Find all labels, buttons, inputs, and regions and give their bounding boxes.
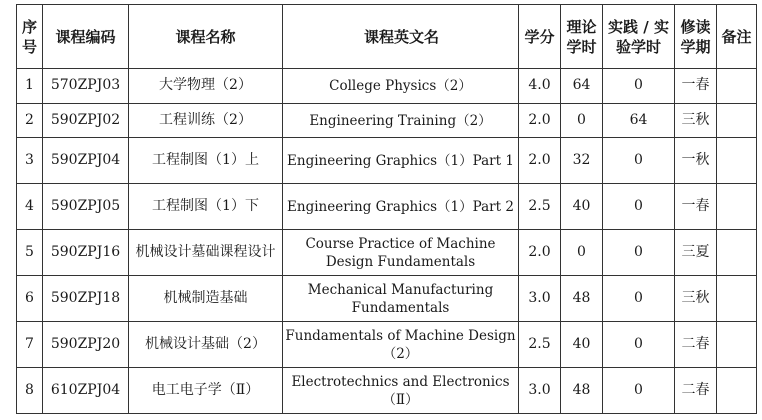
cell-credit: 2.0: [519, 103, 561, 138]
cell-remark: [717, 276, 757, 322]
cell-code: 570ZPJ03: [43, 69, 129, 104]
cell-practice: 0: [603, 322, 675, 368]
cell-english: Course Practice of Machine Design Fundamentals: [283, 230, 519, 276]
header-term: 修读学期: [675, 5, 717, 69]
cell-theory: 48: [561, 276, 603, 322]
cell-code: 590ZPJ04: [43, 138, 129, 184]
cell-name: 机械设计基础（2）: [129, 322, 283, 368]
cell-credit: 2.0: [519, 230, 561, 276]
cell-name: 工程制图（1）下: [129, 184, 283, 230]
cell-practice: 64: [603, 103, 675, 138]
cell-practice: 0: [603, 69, 675, 104]
header-seq: 序号: [17, 5, 43, 69]
cell-practice: 0: [603, 184, 675, 230]
table-row: [17, 69, 757, 104]
cell-english: Fundamentals of Machine Design（2）: [283, 322, 519, 368]
header-credit: 学分: [519, 5, 561, 69]
cell-theory: 64: [561, 69, 603, 104]
cell-english: Engineering Graphics（1）Part 2: [283, 184, 519, 230]
cell-credit: 3.0: [519, 368, 561, 414]
cell-code: 590ZPJ05: [43, 184, 129, 230]
cell-remark: [717, 230, 757, 276]
cell-credit: 2.0: [519, 138, 561, 184]
header-theory: 理论学时: [561, 5, 603, 69]
cell-seq: 4: [17, 184, 43, 230]
cell-remark: [717, 322, 757, 368]
table-row: [17, 322, 757, 368]
cell-seq: 1: [17, 69, 43, 104]
header-code: 课程编码: [43, 5, 129, 69]
cell-practice: 0: [603, 138, 675, 184]
table-row: [17, 138, 757, 184]
cell-term: 二春: [675, 322, 717, 368]
cell-term: 一春: [675, 69, 717, 104]
cell-seq: 5: [17, 230, 43, 276]
cell-english: College Physics（2）: [283, 69, 519, 104]
cell-name: 机械制造基础: [129, 276, 283, 322]
cell-theory: 40: [561, 322, 603, 368]
cell-term: 三夏: [675, 230, 717, 276]
cell-theory: 48: [561, 368, 603, 414]
cell-code: 610ZPJ04: [43, 368, 129, 414]
header-remark: 备注: [717, 5, 757, 69]
cell-remark: [717, 368, 757, 414]
cell-seq: 8: [17, 368, 43, 414]
cell-theory: 0: [561, 230, 603, 276]
cell-term: 一秋: [675, 138, 717, 184]
cell-term: 二春: [675, 368, 717, 414]
cell-english: Electrotechnics and Electronics（Ⅱ）: [283, 368, 519, 414]
cell-credit: 2.5: [519, 184, 561, 230]
cell-name: 工程制图（1）上: [129, 138, 283, 184]
cell-name: 大学物理（2）: [129, 69, 283, 104]
cell-credit: 2.5: [519, 322, 561, 368]
header-name: 课程名称: [129, 5, 283, 69]
cell-practice: 0: [603, 230, 675, 276]
cell-code: 590ZPJ20: [43, 322, 129, 368]
table-row: [17, 103, 757, 138]
cell-name: 机械设计墓础课程设计: [129, 230, 283, 276]
cell-term: 三秋: [675, 276, 717, 322]
cell-seq: 3: [17, 138, 43, 184]
header-english: 课程英文名: [283, 5, 519, 69]
cell-code: 590ZPJ02: [43, 103, 129, 138]
cell-theory: 0: [561, 103, 603, 138]
table-row: [17, 276, 757, 322]
header-row: [17, 5, 757, 69]
table-row: [17, 368, 757, 414]
cell-remark: [717, 103, 757, 138]
header-practice: 实践 / 实验学时: [603, 5, 675, 69]
cell-code: 590ZPJ18: [43, 276, 129, 322]
cell-name: 电工电子学（Ⅱ）: [129, 368, 283, 414]
course-table: [16, 4, 757, 414]
cell-seq: 2: [17, 103, 43, 138]
cell-name: 工程训练（2）: [129, 103, 283, 138]
cell-credit: 4.0: [519, 69, 561, 104]
cell-theory: 32: [561, 138, 603, 184]
cell-practice: 0: [603, 276, 675, 322]
cell-term: 三秋: [675, 103, 717, 138]
cell-code: 590ZPJ16: [43, 230, 129, 276]
cell-english: Engineering Graphics（1）Part 1: [283, 138, 519, 184]
table-row: [17, 230, 757, 276]
cell-credit: 3.0: [519, 276, 561, 322]
table-row: [17, 184, 757, 230]
cell-theory: 40: [561, 184, 603, 230]
cell-remark: [717, 138, 757, 184]
cell-english: Mechanical Manufacturing Fundamentals: [283, 276, 519, 322]
cell-term: 一春: [675, 184, 717, 230]
cell-english: Engineering Training（2）: [283, 103, 519, 138]
cell-remark: [717, 69, 757, 104]
cell-seq: 6: [17, 276, 43, 322]
cell-practice: 0: [603, 368, 675, 414]
cell-seq: 7: [17, 322, 43, 368]
cell-remark: [717, 184, 757, 230]
